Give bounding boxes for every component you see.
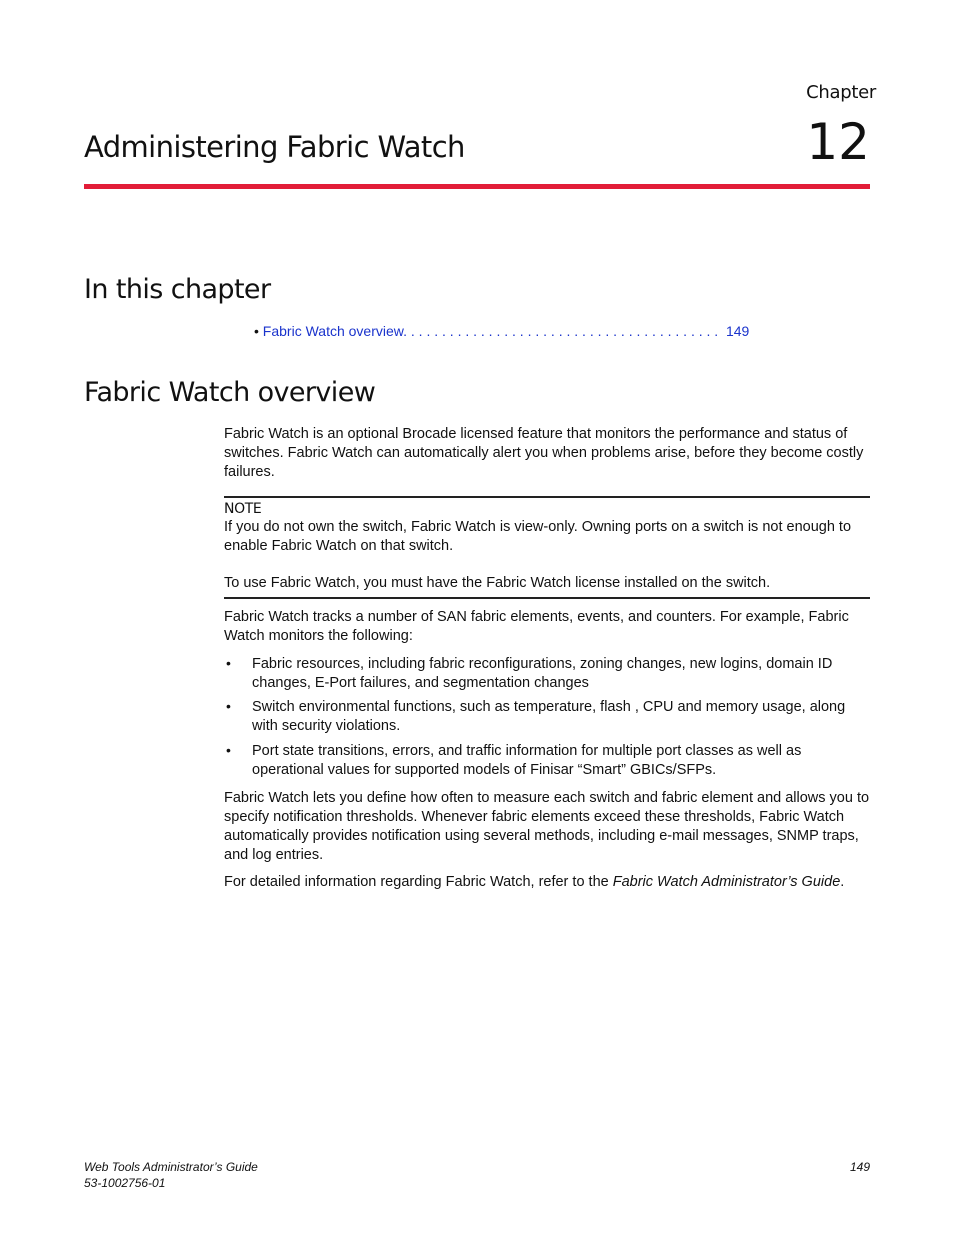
chapter-number: 12 — [806, 113, 870, 171]
note-text-1: If you do not own the switch, Fabric Watch is view-only. Owning ports on a switch is not enough to enable Fabric Watch on that switch. — [224, 519, 852, 554]
reference-paragraph — [224, 873, 870, 892]
bullet-item-port-state: Port state transitions, errors, and traffic information for multiple port classes as well as operational values for supported models of Finisar “Smart” GBICs/SFPs. — [252, 743, 802, 778]
bullet-symbol: • — [226, 742, 231, 758]
reference-guide-title: Fabric Watch Administrator’s Guide — [612, 874, 841, 890]
toc-link-fabric-watch-overview[interactable]: Fabric Watch overview — [262, 323, 404, 339]
note-text-2: To use Fabric Watch, you must have the Fabric Watch license installed on the switch. — [224, 575, 771, 591]
chapter-title: Administering Fabric Watch — [84, 130, 465, 164]
toc-page-link[interactable]: 149 — [725, 323, 750, 339]
toc-leader-dots: . . . . . . . . . . . . . . . . . . . . . . . . . . . . . . . . . . . . . . . . . — [403, 323, 719, 339]
fabric-watch-overview-heading: Fabric Watch overview — [84, 377, 376, 408]
chapter-title-rule — [84, 184, 870, 189]
footer-page-number: 149 — [849, 1160, 870, 1174]
note-top-rule — [224, 496, 870, 498]
note-label: NOTE — [224, 501, 262, 517]
toc-entry[interactable] — [254, 323, 749, 339]
thresholds-paragraph: Fabric Watch lets you define how often to measure each switch and fabric element and allows you to specify notification thresholds. Whenever fabric elements exceed these thresholds, Fabric Watch automatically provides notification using several methods, including e-mail messages, SNMP traps, and log entries. — [224, 790, 870, 863]
in-this-chapter-heading: In this chapter — [84, 274, 271, 305]
reference-prefix: For detailed information regarding Fabric Watch, refer to the — [224, 874, 613, 890]
bullet-item-environmental: Switch environmental functions, such as temperature, flash , CPU and memory usage, along with security violations. — [252, 699, 846, 734]
reference-suffix: . — [840, 874, 845, 890]
bullet-item-fabric-resources: Fabric resources, including fabric reconfigurations, zoning changes, new logins, domain ID changes, E-Port failures, and segmentation changes — [252, 656, 833, 691]
toc-bullet: • — [254, 323, 259, 339]
footer-doc-number: 53-1002756-01 — [84, 1176, 166, 1190]
footer-guide-title: Web Tools Administrator’s Guide — [84, 1160, 258, 1174]
tracks-intro-paragraph: Fabric Watch tracks a number of SAN fabric elements, events, and counters. For example, Fabric Watch monitors the following: — [224, 609, 849, 644]
bullet-symbol: • — [226, 655, 231, 671]
bullet-symbol: • — [226, 698, 231, 714]
note-bottom-rule — [224, 597, 870, 599]
chapter-label: Chapter — [806, 82, 876, 103]
overview-intro-paragraph: Fabric Watch is an optional Brocade licensed feature that monitors the performance and status of switches. Fabric Watch can automatically alert you when problems arise, before they become costly failures. — [224, 426, 864, 480]
